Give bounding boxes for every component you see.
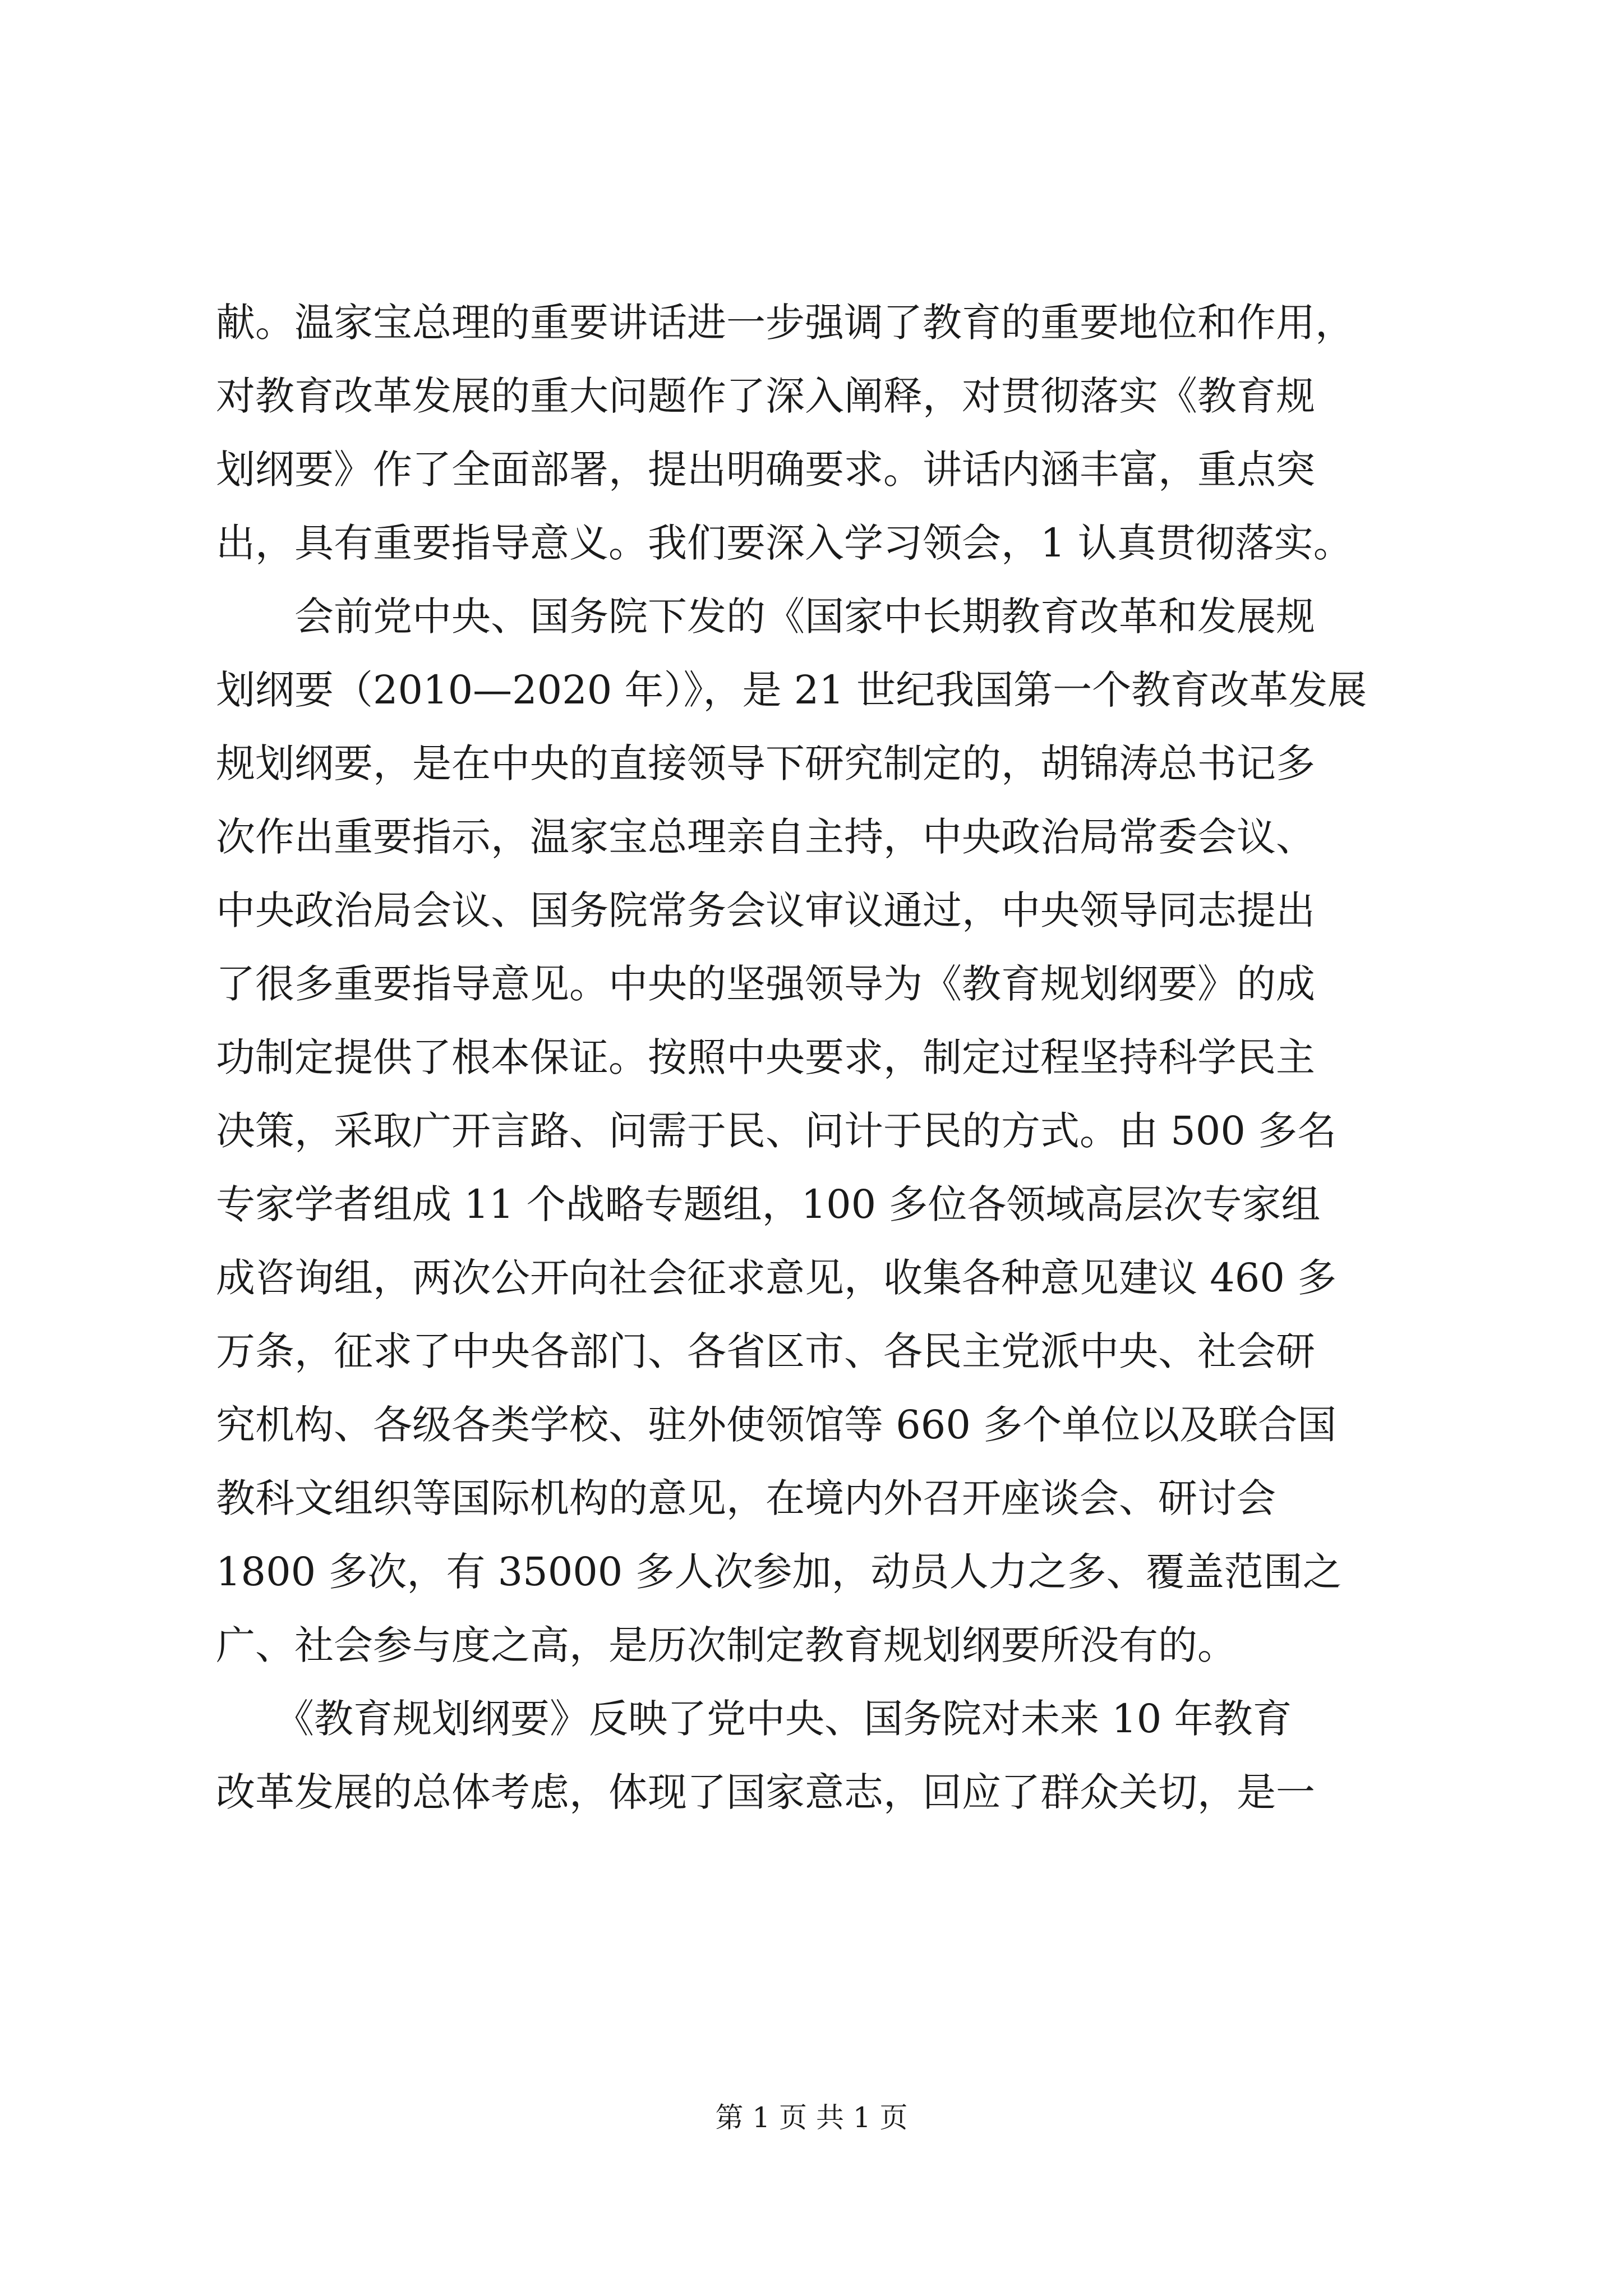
text-line: 究机构、各级各类学校、驻外使领馆等 660 多个单位以及联合国: [216, 1402, 1337, 1448]
text-line: 改革发展的总体考虑，体现了国家意志，回应了群众关切，是一: [216, 1769, 1315, 1815]
page-footer: [0, 2101, 1623, 2134]
text-line: 划纲要（2010—2020 年）》，是 21 世纪我国第一个教育改革发展: [216, 667, 1367, 713]
text-line: 献。温家宝总理的重要讲话进一步强调了教育的重要地位和作用，: [216, 300, 1354, 346]
text-line: 规划纲要，是在中央的直接领导下研究制定的，胡锦涛总书记多: [216, 740, 1315, 786]
text-line: 划纲要》作了全面部署，提出明确要求。讲话内涵丰富，重点突: [216, 447, 1315, 493]
text-line: 1800 多次，有 35000 多人次参加，动员人力之多、覆盖范围之: [216, 1549, 1342, 1595]
text-line: 出，具有重要指导意义。我们要深入学习领会，1 认真贯彻落实。: [216, 520, 1353, 566]
text-line: 对教育改革发展的重大问题作了深入阐释，对贯彻落实《教育规: [216, 373, 1315, 419]
page-number-label: 第 1 页 共 1 页: [715, 2101, 908, 2134]
text-line: 专家学者组成 11 个战略专题组，100 多位各领域高层次专家组: [216, 1181, 1321, 1227]
text-line: 了很多重要指导意见。中央的坚强领导为《教育规划纲要》的成: [216, 961, 1315, 1007]
text-line: 次作出重要指示，温家宝总理亲自主持，中央政治局常委会议、: [216, 814, 1315, 860]
text-line: 万条，征求了中央各部门、各省区市、各民主党派中央、社会研: [216, 1328, 1315, 1374]
text-line: 决策，采取广开言路、问需于民、问计于民的方式。由 500 多名: [216, 1108, 1337, 1154]
text-line: 功制定提供了根本保证。按照中央要求，制定过程坚持科学民主: [216, 1034, 1315, 1080]
text-line: 教科文组织等国际机构的意见，在境内外召开座谈会、研讨会: [216, 1475, 1276, 1521]
text-line: 成咨询组，两次公开向社会征求意见，收集各种意见建议 460 多: [216, 1255, 1337, 1301]
body-text: [216, 286, 1450, 1829]
text-line: 中央政治局会议、国务院常务会议审议通过，中央领导同志提出: [216, 887, 1315, 933]
text-line: 会前党中央、国务院下发的《国家中长期教育改革和发展规: [216, 593, 1315, 639]
text-line: 广、社会参与度之高，是历次制定教育规划纲要所没有的。: [216, 1622, 1237, 1668]
text-line: 《教育规划纲要》反映了党中央、国务院对未来 10 年教育: [216, 1696, 1292, 1742]
